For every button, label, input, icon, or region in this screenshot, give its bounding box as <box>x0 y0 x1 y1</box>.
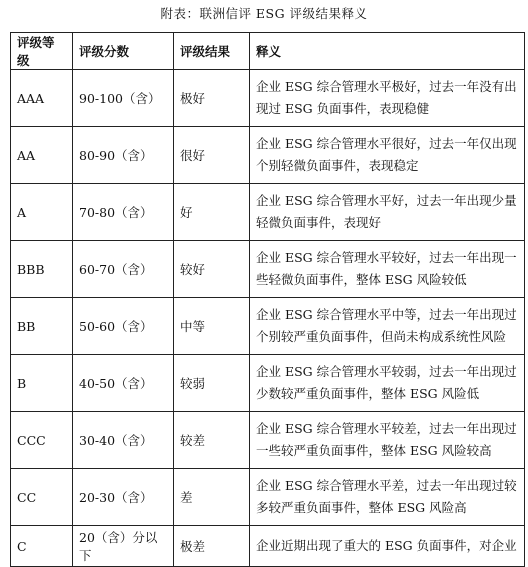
table-row <box>11 298 525 355</box>
table-row <box>11 127 525 184</box>
cell-grade: CCC <box>11 412 73 469</box>
cell-meaning: 企业 ESG 综合管理水平很好，过去一年仅出现个别轻微负面事件，表现稳定 <box>250 127 525 184</box>
cell-result: 较好 <box>174 241 250 298</box>
cell-score: 90-100（含） <box>73 70 174 127</box>
cell-meaning: 企业近期出现了重大的 ESG 负面事件，对企业 <box>250 526 525 567</box>
cell-grade: AAA <box>11 70 73 127</box>
cell-meaning: 企业 ESG 综合管理水平差，过去一年出现过较多较严重负面事件，整体 ESG 风险高 <box>250 469 525 526</box>
cell-meaning: 企业 ESG 综合管理水平较差，过去一年出现过一些较严重负面事件，整体 ESG 风险较高 <box>250 412 525 469</box>
cell-meaning: 企业 ESG 综合管理水平中等，过去一年出现过个别较严重负面事件，但尚未构成系统性风险 <box>250 298 525 355</box>
cell-grade: AA <box>11 127 73 184</box>
cell-grade: CC <box>11 469 73 526</box>
cell-result: 很好 <box>174 127 250 184</box>
esg-rating-table <box>10 32 525 567</box>
cell-grade: A <box>11 184 73 241</box>
cell-score: 80-90（含） <box>73 127 174 184</box>
cell-grade: BB <box>11 298 73 355</box>
table-header-row <box>11 33 525 70</box>
table-caption: 附表：联洲信评 ESG 评级结果释义 <box>160 6 368 21</box>
cell-result: 较差 <box>174 412 250 469</box>
table-row <box>11 412 525 469</box>
cell-result: 差 <box>174 469 250 526</box>
cell-result: 好 <box>174 184 250 241</box>
cell-result: 极好 <box>174 70 250 127</box>
cell-grade: BBB <box>11 241 73 298</box>
cell-score: 60-70（含） <box>73 241 174 298</box>
table-row <box>11 70 525 127</box>
cell-grade: B <box>11 355 73 412</box>
header-score: 评级分数 <box>73 33 174 70</box>
table-row <box>11 526 525 567</box>
cell-score: 30-40（含） <box>73 412 174 469</box>
header-result: 评级结果 <box>174 33 250 70</box>
cell-score: 70-80（含） <box>73 184 174 241</box>
cell-result: 较弱 <box>174 355 250 412</box>
table-row <box>11 469 525 526</box>
table-row <box>11 355 525 412</box>
cell-score: 20-30（含） <box>73 469 174 526</box>
table-row <box>11 241 525 298</box>
cell-result: 极差 <box>174 526 250 567</box>
header-meaning: 释义 <box>250 33 525 70</box>
cell-score: 40-50（含） <box>73 355 174 412</box>
cell-score: 20（含）分以下 <box>73 526 174 567</box>
cell-result: 中等 <box>174 298 250 355</box>
cell-score: 50-60（含） <box>73 298 174 355</box>
table-row <box>11 184 525 241</box>
cell-meaning: 企业 ESG 综合管理水平极好，过去一年没有出现过 ESG 负面事件，表现稳健 <box>250 70 525 127</box>
cell-meaning: 企业 ESG 综合管理水平好，过去一年出现少量轻微负面事件，表现好 <box>250 184 525 241</box>
cell-meaning: 企业 ESG 综合管理水平较弱，过去一年出现过少数较严重负面事件，整体 ESG 风险低 <box>250 355 525 412</box>
cell-meaning: 企业 ESG 综合管理水平较好，过去一年出现一些轻微负面事件，整体 ESG 风险较低 <box>250 241 525 298</box>
header-grade: 评级等级 <box>11 33 73 70</box>
cell-grade: C <box>11 526 73 567</box>
